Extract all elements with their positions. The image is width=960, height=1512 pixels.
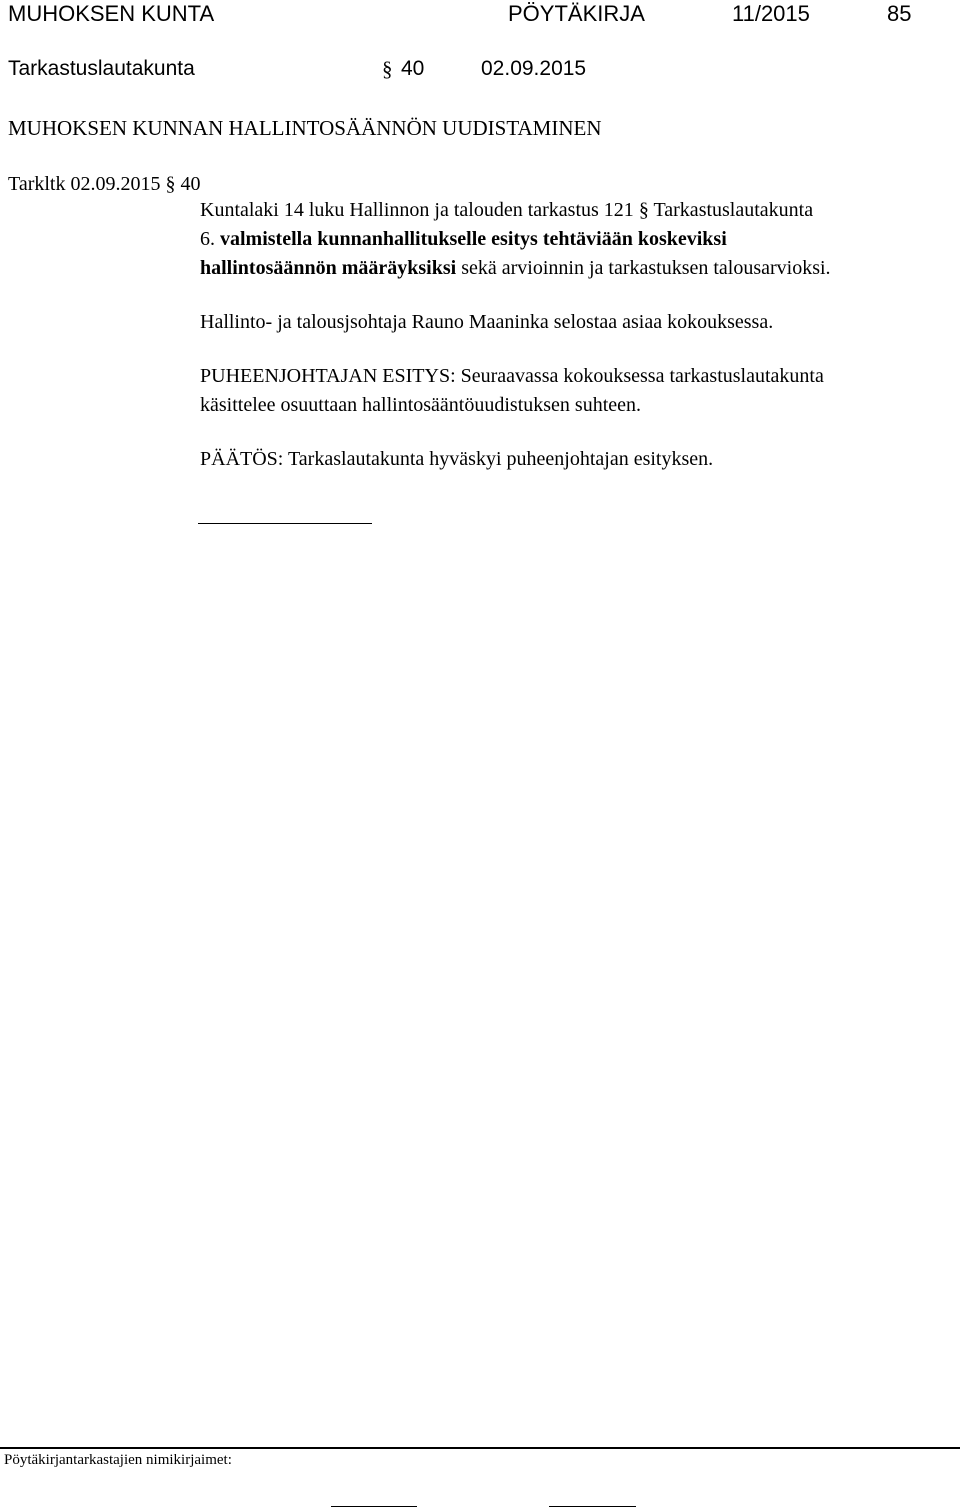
- law-section-sign: §: [638, 199, 649, 221]
- reference-prefix: Tarkltk 02.09.2015: [8, 173, 161, 195]
- chair-proposal-line-2: käsittelee osuuttaan hallintosääntöuudistuksen suhteen.: [200, 394, 642, 416]
- reference-section-number: 40: [180, 173, 201, 195]
- document-type: PÖYTÄKIRJA: [508, 1, 645, 26]
- page-number: 85: [887, 1, 912, 26]
- meeting-date: 02.09.2015: [481, 57, 587, 80]
- law-bold-text-1: valmistella kunnanhallitukselle esitys tehtäviään koskeviksi: [220, 228, 727, 250]
- item-reference: [8, 173, 200, 196]
- item-title: MUHOKSEN KUNNAN HALLINTOSÄÄNNÖN UUDISTAMINEN: [8, 116, 602, 140]
- chair-proposal-line-1: PUHEENJOHTAJAN ESITYS: Seuraavassa kokouksessa tarkastuslautakunta: [200, 365, 824, 387]
- initials-line-1: [331, 1506, 417, 1507]
- law-citation-line-1: Kuntalaki 14 luku Hallinnon ja talouden tarkastus 121 § Tarkastuslautakunta: [200, 199, 814, 221]
- reference-section-sign: §: [165, 173, 176, 195]
- law-citation-line-2: 6. valmistella kunnanhallitukselle esitys tehtäviään koskeviksi: [200, 228, 727, 250]
- decision-paragraph: PÄÄTÖS: Tarkaslautakunta hyväskyi puheenjohtajan esityksen.: [200, 448, 714, 470]
- law-citation-line-3: hallintosäännön määräyksiksi sekä arvioinnin ja tarkastuksen talousarvioksi.: [200, 257, 831, 279]
- item-end-rule: [198, 523, 372, 524]
- presenter-paragraph: Hallinto- ja talousjsohtaja Rauno Maaninka selostaa asiaa kokouksessa.: [200, 311, 774, 333]
- issue-number: 11/2015: [732, 1, 810, 26]
- footer-rule: [0, 1447, 960, 1449]
- committee-name: Tarkastuslautakunta: [8, 57, 195, 80]
- chair-proposal: [200, 362, 940, 420]
- footer-label: Pöytäkirjantarkastajien nimikirjaimet:: [4, 1452, 232, 1468]
- law-bold-text-2: hallintosäännön määräyksiksi: [200, 257, 457, 279]
- section-sign: §: [382, 57, 393, 81]
- section-number: 40: [401, 57, 425, 80]
- law-citation: [200, 196, 940, 283]
- initials-line-2: [549, 1506, 636, 1507]
- municipality-name: MUHOKSEN KUNTA: [8, 1, 215, 26]
